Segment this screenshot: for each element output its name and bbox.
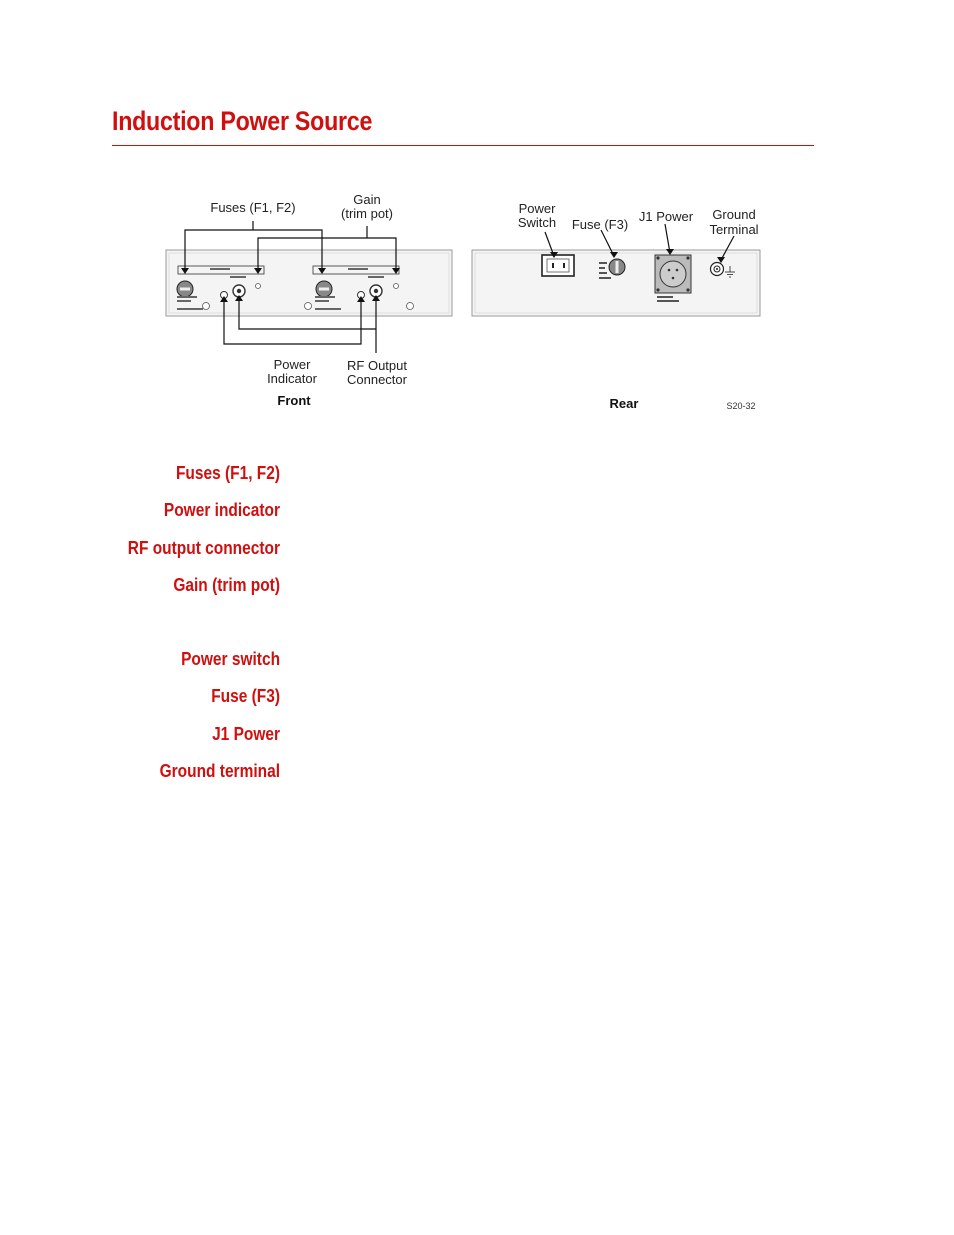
panel-diagram [160,188,770,420]
j1-power-callout: J1 Power [638,209,694,224]
front-panel [166,250,452,316]
gain-callout-line2: (trim pot) [341,206,393,221]
rf-output-callout-line2: Connector [347,372,407,387]
ground-terminal-callout-line1: Ground [712,207,756,222]
power-switch-callout-line2: Switch [517,215,557,230]
term-power-indicator: Power indicator [163,500,280,520]
rear-caption: Rear [609,396,639,411]
rear-panel [472,250,760,316]
power-switch-callout-line1: Power [518,201,556,216]
front-caption: Front [277,393,311,408]
term-j1-power: J1 Power [212,724,280,744]
term-rf-output-connector: RF output connector [127,538,280,558]
gain-trim-1-icon [256,284,261,289]
gain-callout-line1: Gain [353,192,381,207]
screw-icon [407,303,414,310]
term-fuses: Fuses (F1, F2) [175,463,280,483]
power-indicator-callout-line1: Power [273,357,311,372]
fuses-callout: Fuses (F1, F2) [210,200,296,215]
rf-output-callout-line1: RF Output [347,358,407,373]
gain-trim-2-icon [394,284,399,289]
figure-id: S20-32 [726,401,756,411]
ground-terminal-callout-line2: Terminal [709,222,759,237]
title-rule [112,145,814,146]
power-indicator-callout-line2: Indicator [267,371,317,386]
term-gain-trim-pot: Gain (trim pot) [173,575,280,595]
term-ground-terminal: Ground terminal [159,761,280,781]
term-fuse-f3: Fuse (F3) [211,686,280,706]
screw-icon [203,303,210,310]
screw-icon [305,303,312,310]
fuse-f3-callout: Fuse (F3) [571,217,629,232]
page-title: Induction Power Source [112,106,373,136]
term-power-switch: Power switch [181,649,280,669]
